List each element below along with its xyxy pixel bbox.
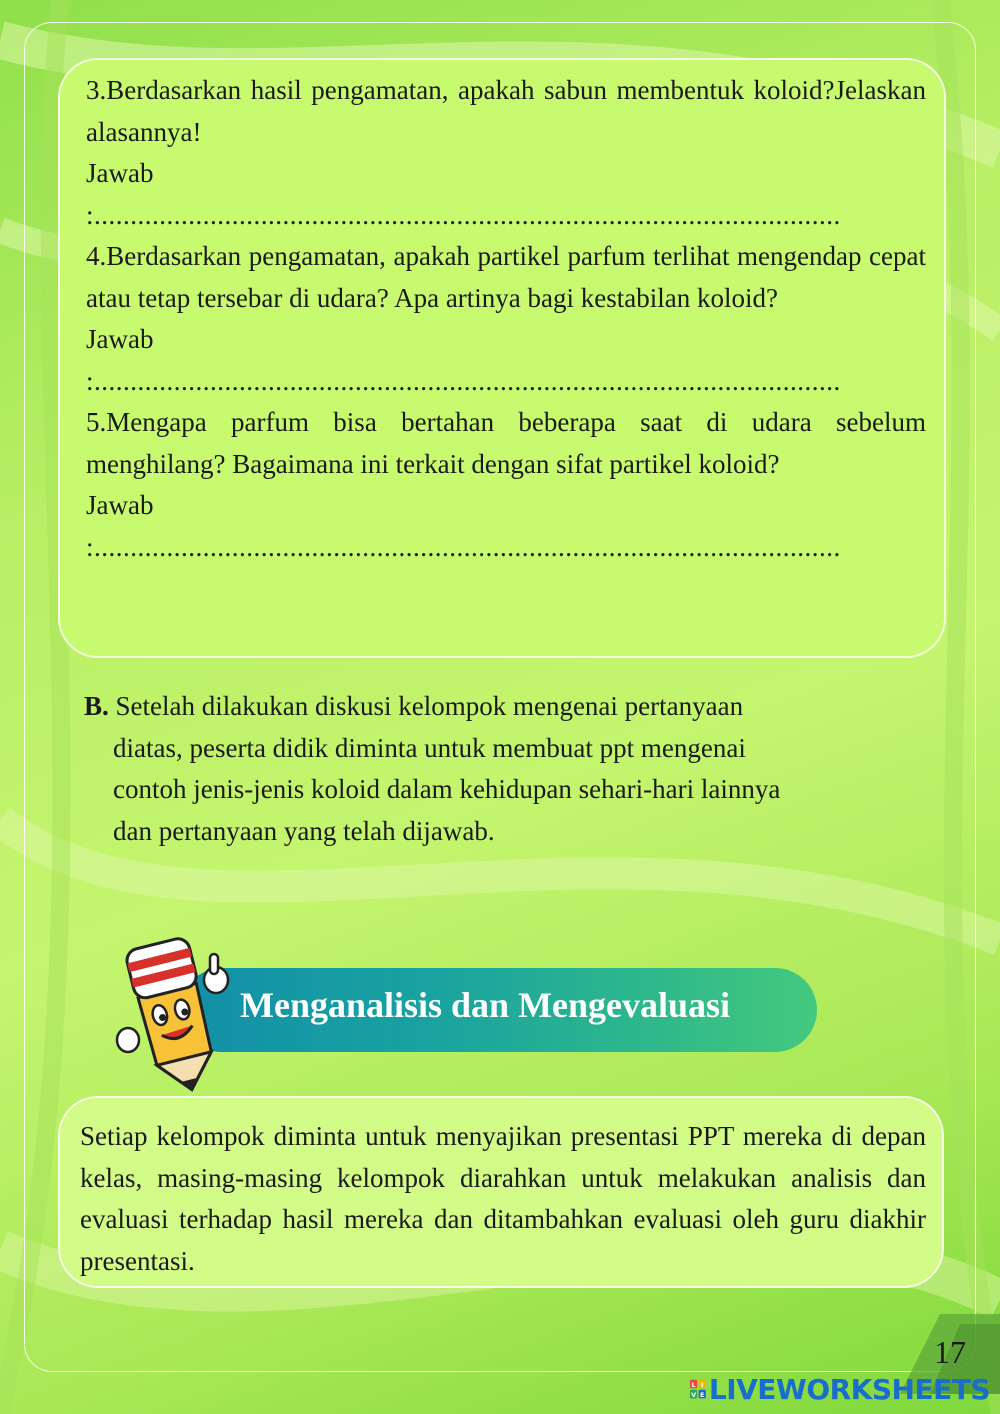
question-3: 3.Berdasarkan hasil pengamatan, apakah sabun membentuk koloid?Jelaskan alasannya!: [86, 75, 926, 147]
questions-list: [86, 70, 926, 568]
liveworksheets-text: LIVEWORKSHEETS: [708, 1372, 990, 1406]
page-number: 17: [934, 1334, 966, 1370]
answer-field-5[interactable]: :.......................................................................................................: [86, 531, 841, 562]
section-b-marker: B.: [84, 691, 109, 721]
answer-label-3: Jawab: [86, 158, 154, 188]
liveworksheets-logo-icon: [690, 1376, 706, 1402]
svg-text:E: E: [700, 1390, 705, 1399]
evaluation-text: Setiap kelompok diminta untuk menyajikan presentasi PPT mereka di depan kelas, masing-masing kelompok diarahkan untuk melakukan analisis dan evaluasi terhadap hasil mereka dan ditambahkan evaluasi oleh guru diakhir presentasi.: [80, 1121, 926, 1276]
answer-field-4[interactable]: :.......................................................................................................: [86, 365, 841, 396]
svg-text:L: L: [691, 1380, 696, 1389]
liveworksheets-watermark: [690, 1372, 990, 1406]
section-b-line-1: [84, 686, 924, 728]
question-5: 5.Mengapa parfum bisa bertahan beberapa saat di udara sebelum menghilang? Bagaimana ini terkait dengan sifat partikel koloid?: [86, 407, 926, 479]
answer-label-4: Jawab: [86, 324, 154, 354]
section-b-line-2: diatas, peserta didik diminta untuk membuat ppt mengenai: [113, 732, 746, 763]
answer-field-3[interactable]: :.......................................................................................................: [86, 199, 841, 230]
section-b-text-1: Setelah dilakukan diskusi kelompok mengenai pertanyaan: [115, 691, 744, 721]
answer-label-5: Jawab: [86, 490, 154, 520]
section-b: [84, 686, 924, 852]
section-banner-title: Menganalisis dan Mengevaluasi: [240, 985, 731, 1025]
svg-text:V: V: [691, 1390, 697, 1399]
section-b-line-3: contoh jenis-jenis koloid dalam kehidupan sehari-hari lainnya: [113, 774, 781, 804]
svg-text:I: I: [701, 1380, 704, 1389]
question-4: 4.Berdasarkan pengamatan, apakah partikel parfum terlihat mengendap cepat atau tetap tersebar di udara? Apa artinya bagi kestabilan koloid?: [86, 241, 926, 313]
section-b-line-4: dan pertanyaan yang telah dijawab.: [113, 815, 495, 846]
pencil-mascot-icon: [112, 920, 232, 1100]
